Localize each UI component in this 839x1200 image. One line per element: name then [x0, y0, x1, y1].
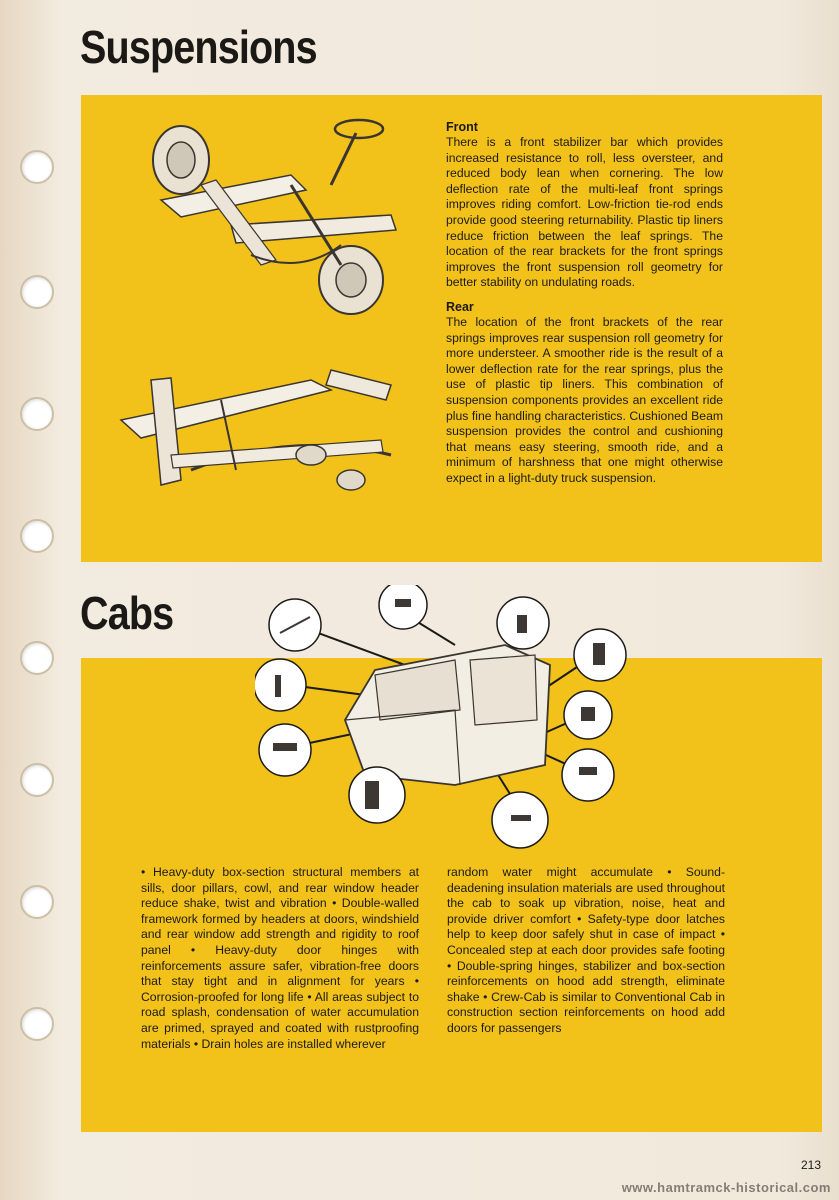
cabs-title: Cabs: [80, 587, 174, 639]
watermark: www.hamtramck-historical.com: [621, 1180, 831, 1195]
cabs-column-1: • Heavy-duty box-section structural members at sills, door pillars, cowl, and rear window header reduce shake, twist and vibration • Double-walled framework formed by headers at doors, windshield and rear window add strength and rigidity to roof panel • Heavy-duty door hinges with reinforcements assure safer, vibration-free doors that stay tight and in alignment for years • Corrosion-proofed for long life • All areas subject to road splash, condensation of water accumulation are primed, sprayed and coated with rustproofing materials • Drain holes are installed wherever: [141, 865, 419, 1051]
cabs-text-columns: [141, 865, 725, 1060]
cab-illustration: [255, 585, 635, 855]
binder-hole: [20, 763, 54, 797]
binder-hole: [20, 885, 54, 919]
binder-hole: [20, 519, 54, 553]
suspensions-title: Suspensions: [80, 21, 317, 73]
binder-hole: [20, 397, 54, 431]
front-heading: Front: [446, 120, 478, 134]
front-suspension-illustration: [141, 115, 441, 315]
page-number: 213: [800, 1158, 821, 1172]
suspensions-panel: [81, 95, 822, 562]
rear-text: The location of the front brackets of the rear springs improves rear suspension roll geometry for more understeer. A smoother ride is the result of a lower deflection rate for the rear springs, plus the use of plastic tip liners. This combination of suspension components provides an excellent ride plus fine handling characteristics. Cushioned Beam suspension provides the control and cushioning that means easy steering, smooth ride, and a minimum of harshness that one might otherwise expect in a light-duty truck suspension.: [446, 314, 723, 485]
binder-hole: [20, 150, 54, 184]
front-text: There is a front stabilizer bar which provides increased resistance to roll, less oversteer, and reduced body lean when cornering. The low deflection rate of the multi-leaf front springs improves riding comfort. Low-friction tie-rod ends provide good steering returnability. Plastic tip liners reduce friction between the leaf springs. The location of the rear brackets for the front springs improves the front suspension roll geometry for better stability on undulating roads.: [446, 135, 723, 290]
binder-hole: [20, 1007, 54, 1041]
binder-hole: [20, 641, 54, 675]
cabs-column-2: random water might accumulate • Sound-deadening insulation materials are used throughout the cab to soak up vibration, noise, heat and provide driver comfort • Safety-type door latches help to keep door safely shut in case of impact • Concealed step at each door provides safe footing • Double-spring hinges, stabilizer and box-section reinforcements on hood add strength, eliminate shake • Crew-Cab is similar to Conventional Cab in construction section reinforcements on hood add doors for passengers: [447, 865, 725, 1035]
rear-heading: Rear: [446, 299, 474, 314]
binder-hole: [20, 275, 54, 309]
rear-suspension-illustration: [111, 360, 411, 510]
